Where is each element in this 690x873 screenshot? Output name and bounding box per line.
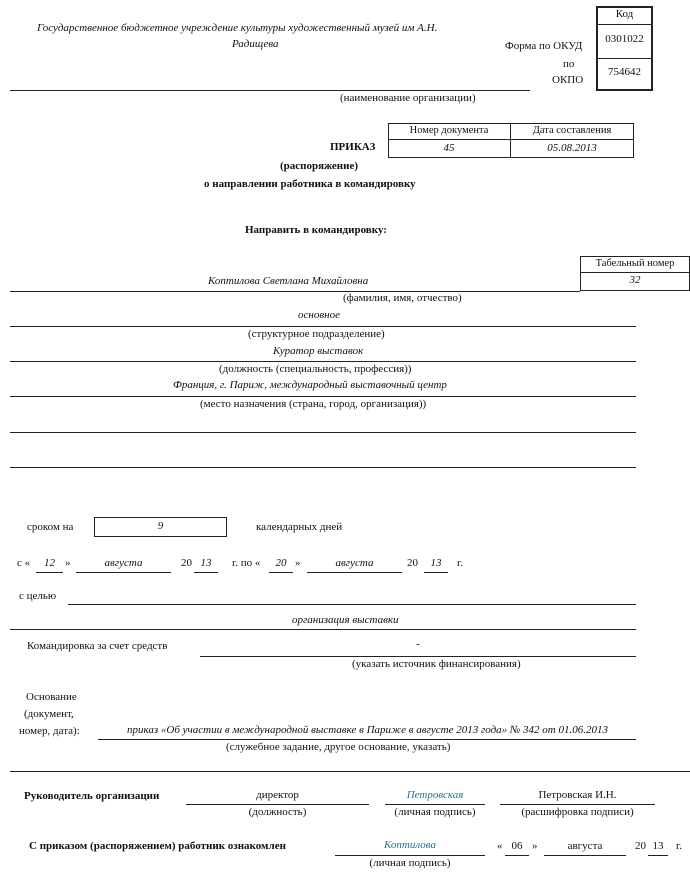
date-from-month: августа (104, 557, 143, 569)
doc-date: 05.08.2013 (547, 142, 597, 154)
basis-caption: (служебное задание, другое основание, указать) (226, 741, 451, 753)
employee-position: Куратор выставок (273, 345, 364, 357)
date-to-day: 20 (275, 557, 287, 569)
date-from-year: 13 (200, 557, 212, 569)
org-name-line2: Радищева (232, 38, 279, 50)
okud-value: 0301022 (605, 33, 644, 45)
date-from-prefix: с « (17, 557, 31, 569)
org-caption: (наименование организации) (340, 92, 476, 104)
head-decoding: Петровская И.Н. (538, 789, 617, 801)
funding-value: - (416, 638, 420, 650)
head-signature: Петровская (406, 789, 464, 801)
order-purpose-title: о направлении работника в командировку (204, 178, 416, 190)
ack-signature: Коптилова (384, 839, 436, 851)
purpose-value: организация выставки (292, 614, 399, 626)
term-days-label: календарных дней (256, 521, 343, 533)
ack-day-prefix: « (497, 840, 503, 852)
date-from-quote: » (65, 557, 71, 569)
head-position-caption: (должность) (248, 806, 307, 818)
okud-label: Форма по ОКУД (505, 40, 583, 52)
ack-quote: » (532, 840, 538, 852)
date-from-year-prefix: 20 (181, 557, 192, 569)
employee-name-caption: (фамилия, имя, отчество) (343, 292, 462, 304)
ack-label: С приказом (распоряжением) работник ознакомлен (29, 840, 286, 852)
order-title: ПРИКАЗ (330, 141, 376, 153)
date-to-year-prefix: 20 (407, 557, 418, 569)
employee-name: Коптилова Светлана Михайловна (208, 275, 369, 287)
send-heading: Направить в командировку: (245, 224, 387, 236)
employee-destination-caption: (место назначения (страна, город, организация)) (200, 398, 427, 410)
basis-label-3: номер, дата): (19, 725, 80, 737)
org-name-line1: Государственное бюджетное учреждение культуры художественный музей им А.Н. (37, 22, 438, 34)
okpo-value: 754642 (608, 66, 641, 78)
date-from-day: 12 (44, 557, 55, 569)
head-decoding-caption: (расшифровка подписи) (521, 806, 634, 818)
funding-label: Командировка за счет средств (27, 640, 168, 652)
tab-number-header: Табельный номер (595, 258, 675, 269)
doc-date-header: Дата составления (532, 125, 612, 136)
doc-number: 45 (443, 142, 455, 154)
date-to-month: августа (335, 557, 374, 569)
date-to-prefix: г. по « (232, 557, 261, 569)
date-year-suffix: г. (457, 557, 464, 569)
term-days: 9 (157, 520, 164, 532)
doc-number-header: Номер документа (409, 125, 489, 136)
basis-label-2: (документ, (24, 708, 74, 720)
basis-value: приказ «Об участии в международной выставке в Париже в августе 2013 года» № 342 от 01.06.2013 (127, 724, 608, 736)
order-subtitle: (распоряжение) (280, 160, 359, 172)
head-signature-caption: (личная подпись) (394, 806, 476, 818)
employee-division-caption: (структурное подразделение) (248, 328, 385, 340)
employee-division: основное (298, 309, 340, 321)
date-to-quote: » (295, 557, 301, 569)
basis-label-1: Основание (26, 691, 77, 703)
head-label: Руководитель организации (24, 790, 160, 802)
ack-month: августа (567, 840, 603, 852)
okpo-label-2: ОКПО (552, 74, 584, 86)
head-position: директор (256, 789, 299, 801)
ack-year-suffix: г. (676, 840, 683, 852)
ack-year-prefix: 20 (635, 840, 646, 852)
funding-caption: (указать источник финансирования) (352, 658, 521, 670)
purpose-label: с целью (19, 590, 57, 602)
date-to-year: 13 (430, 557, 442, 569)
ack-year: 13 (652, 840, 664, 852)
code-header: Код (615, 8, 634, 20)
org-name-line (10, 90, 530, 91)
ack-signature-caption: (личная подпись) (369, 857, 451, 869)
term-label: сроком на (27, 521, 74, 533)
employee-destination: Франция, г. Париж, международный выставочный центр (173, 379, 447, 391)
employee-position-caption: (должность (специальность, профессия)) (219, 363, 412, 375)
ack-day: 06 (511, 840, 523, 852)
okpo-label-1: по (563, 58, 575, 70)
tab-number-value: 32 (629, 274, 641, 286)
